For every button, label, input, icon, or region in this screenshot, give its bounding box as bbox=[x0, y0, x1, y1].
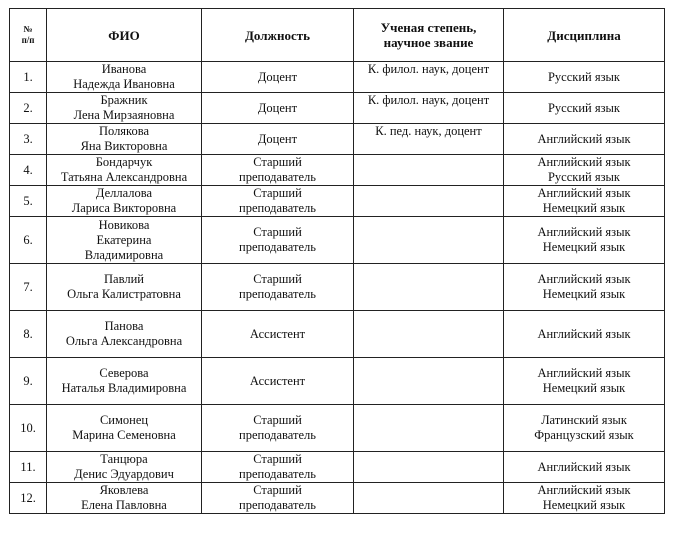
row-number: 9. bbox=[10, 358, 47, 405]
row-fio-line: Лариса Викторовна bbox=[71, 201, 177, 215]
row-discipline-line: Английский язык bbox=[537, 326, 631, 341]
row-position-line: Доцент bbox=[257, 69, 298, 84]
row-fio-line: Северова bbox=[99, 366, 149, 380]
row-fio bbox=[47, 452, 202, 483]
row-fio bbox=[47, 405, 202, 452]
row-fio-line: Павлий bbox=[104, 272, 144, 286]
row-fio-line: Яковлева bbox=[99, 483, 149, 497]
row-position-line: преподаватель bbox=[239, 240, 316, 254]
row-degree bbox=[354, 358, 504, 405]
row-discipline-line: Английский язык bbox=[537, 459, 631, 474]
row-number: 4. bbox=[10, 155, 47, 186]
row-position bbox=[202, 186, 354, 217]
header-degree-line1: Ученая степень, bbox=[380, 20, 477, 35]
row-degree bbox=[354, 155, 504, 186]
row-number: 5. bbox=[10, 186, 47, 217]
row-discipline bbox=[504, 124, 665, 155]
table-row bbox=[10, 186, 665, 217]
row-number: 7. bbox=[10, 264, 47, 311]
row-position bbox=[202, 358, 354, 405]
row-degree bbox=[354, 405, 504, 452]
row-position-line: преподаватель bbox=[239, 170, 316, 184]
row-discipline-line: Немецкий язык bbox=[542, 287, 626, 301]
row-degree bbox=[354, 186, 504, 217]
row-number: 10. bbox=[10, 405, 47, 452]
table-row bbox=[10, 483, 665, 514]
row-discipline-line: Немецкий язык bbox=[542, 498, 626, 512]
row-position-line: Старший bbox=[253, 155, 302, 169]
row-number: 11. bbox=[10, 452, 47, 483]
row-discipline bbox=[504, 155, 665, 186]
row-discipline bbox=[504, 217, 665, 264]
row-discipline bbox=[504, 311, 665, 358]
row-discipline-line: Английский язык bbox=[537, 225, 631, 239]
row-fio bbox=[47, 62, 202, 93]
table-header-row bbox=[10, 9, 665, 62]
row-position-line: Старший bbox=[253, 186, 302, 200]
row-fio bbox=[47, 358, 202, 405]
row-position-line: Старший bbox=[253, 225, 302, 239]
row-fio bbox=[47, 124, 202, 155]
row-fio bbox=[47, 93, 202, 124]
row-position-line: преподаватель bbox=[239, 498, 316, 512]
row-degree: К. филол. наук, доцент bbox=[354, 93, 504, 124]
row-position bbox=[202, 217, 354, 264]
row-degree bbox=[354, 217, 504, 264]
row-fio-line: Новикова bbox=[98, 217, 150, 232]
row-position-line: Старший bbox=[253, 452, 302, 466]
row-fio-line: Наталья Владимировна bbox=[61, 381, 187, 395]
row-fio-line: Елена Павловна bbox=[81, 498, 167, 512]
row-discipline bbox=[504, 93, 665, 124]
row-degree bbox=[354, 483, 504, 514]
table-row bbox=[10, 62, 665, 93]
row-position-line: Ассистент bbox=[249, 326, 306, 341]
table-row bbox=[10, 217, 665, 264]
row-discipline bbox=[504, 483, 665, 514]
row-discipline-line: Английский язык bbox=[537, 155, 631, 169]
row-fio-line: Полякова bbox=[98, 124, 150, 138]
row-fio-line: Лена Мирзаяновна bbox=[73, 108, 175, 122]
row-discipline-line: Русский язык bbox=[547, 69, 621, 84]
row-position-line: Доцент bbox=[257, 131, 298, 146]
row-fio-line: Бондарчук bbox=[95, 155, 153, 169]
row-position-line: преподаватель bbox=[239, 287, 316, 301]
row-position bbox=[202, 311, 354, 358]
row-fio-line: Татьяна Александровна bbox=[60, 170, 188, 184]
row-position bbox=[202, 124, 354, 155]
row-number: 6. bbox=[10, 217, 47, 264]
table-row bbox=[10, 311, 665, 358]
row-number: 3. bbox=[10, 124, 47, 155]
row-fio-line: Симонец bbox=[99, 413, 149, 427]
row-position-line: Доцент bbox=[257, 100, 298, 115]
row-discipline-line: Английский язык bbox=[537, 186, 631, 200]
row-position bbox=[202, 452, 354, 483]
row-fio-line: Владимировна bbox=[84, 247, 164, 262]
row-position-line: преподаватель bbox=[239, 428, 316, 442]
row-fio-line: Денис Эдуардович bbox=[74, 467, 174, 481]
row-degree: К. филол. наук, доцент bbox=[354, 62, 504, 93]
row-position bbox=[202, 93, 354, 124]
table-body bbox=[10, 62, 665, 514]
row-position bbox=[202, 155, 354, 186]
row-degree bbox=[354, 311, 504, 358]
row-discipline-line: Английский язык bbox=[537, 483, 631, 497]
row-position-line: Ассистент bbox=[249, 373, 306, 388]
row-fio bbox=[47, 483, 202, 514]
row-discipline bbox=[504, 186, 665, 217]
row-fio-line: Деллалова bbox=[95, 186, 153, 200]
row-fio-line: Яна Викторовна bbox=[80, 139, 168, 153]
table-row bbox=[10, 452, 665, 483]
row-fio-line: Ольга Калистратовна bbox=[67, 287, 181, 301]
row-degree: К. пед. наук, доцент bbox=[354, 124, 504, 155]
header-number-symbol: № bbox=[23, 24, 33, 34]
row-discipline-line: Латинский язык bbox=[541, 413, 627, 427]
staff-table bbox=[9, 8, 665, 514]
row-discipline-line: Немецкий язык bbox=[542, 201, 626, 215]
row-fio-line: Надежда Ивановна bbox=[73, 77, 175, 91]
row-discipline bbox=[504, 264, 665, 311]
row-discipline-line: Английский язык bbox=[537, 366, 631, 380]
row-position bbox=[202, 62, 354, 93]
row-fio-line: Иванова bbox=[101, 62, 147, 76]
table-row bbox=[10, 264, 665, 311]
row-fio-line: Марина Семеновна bbox=[72, 428, 176, 442]
row-position-line: преподаватель bbox=[239, 467, 316, 481]
header-discipline: Дисциплина bbox=[504, 9, 665, 62]
row-discipline bbox=[504, 405, 665, 452]
table-row bbox=[10, 124, 665, 155]
row-number: 2. bbox=[10, 93, 47, 124]
table-row bbox=[10, 93, 665, 124]
row-position-line: Старший bbox=[253, 483, 302, 497]
row-number: 8. bbox=[10, 311, 47, 358]
table-row bbox=[10, 405, 665, 452]
header-degree-line2: научное звание bbox=[383, 35, 474, 50]
row-position-line: Старший bbox=[253, 413, 302, 427]
row-position-line: Старший bbox=[253, 272, 302, 286]
row-fio bbox=[47, 311, 202, 358]
header-position: Должность bbox=[202, 9, 354, 62]
row-fio bbox=[47, 186, 202, 217]
header-number-abbr: п/п bbox=[21, 35, 35, 45]
row-discipline-line: Французский язык bbox=[534, 428, 634, 442]
row-position bbox=[202, 405, 354, 452]
row-fio-line: Танцюра bbox=[100, 452, 148, 466]
row-degree bbox=[354, 452, 504, 483]
row-fio bbox=[47, 264, 202, 311]
row-discipline bbox=[504, 358, 665, 405]
row-fio-line: Панова bbox=[104, 319, 144, 333]
header-degree bbox=[354, 9, 504, 62]
header-number bbox=[10, 9, 47, 62]
row-fio bbox=[47, 155, 202, 186]
row-position-line: преподаватель bbox=[239, 201, 316, 215]
row-discipline-line: Немецкий язык bbox=[542, 381, 626, 395]
row-number: 1. bbox=[10, 62, 47, 93]
row-fio bbox=[47, 217, 202, 264]
row-discipline-line: Английский язык bbox=[537, 131, 631, 146]
row-discipline bbox=[504, 452, 665, 483]
row-discipline bbox=[504, 62, 665, 93]
table-row bbox=[10, 358, 665, 405]
row-discipline-line: Английский язык bbox=[537, 272, 631, 286]
row-fio-line: Ольга Александровна bbox=[65, 334, 183, 348]
row-position bbox=[202, 483, 354, 514]
row-discipline-line: Русский язык bbox=[547, 170, 621, 184]
row-fio-line: Екатерина bbox=[96, 232, 152, 247]
row-discipline-line: Русский язык bbox=[547, 100, 621, 115]
row-number: 12. bbox=[10, 483, 47, 514]
row-degree bbox=[354, 264, 504, 311]
row-discipline-line: Немецкий язык bbox=[542, 240, 626, 254]
row-fio-line: Бражник bbox=[100, 93, 148, 107]
row-position bbox=[202, 264, 354, 311]
header-fio: ФИО bbox=[47, 9, 202, 62]
table-row bbox=[10, 155, 665, 186]
